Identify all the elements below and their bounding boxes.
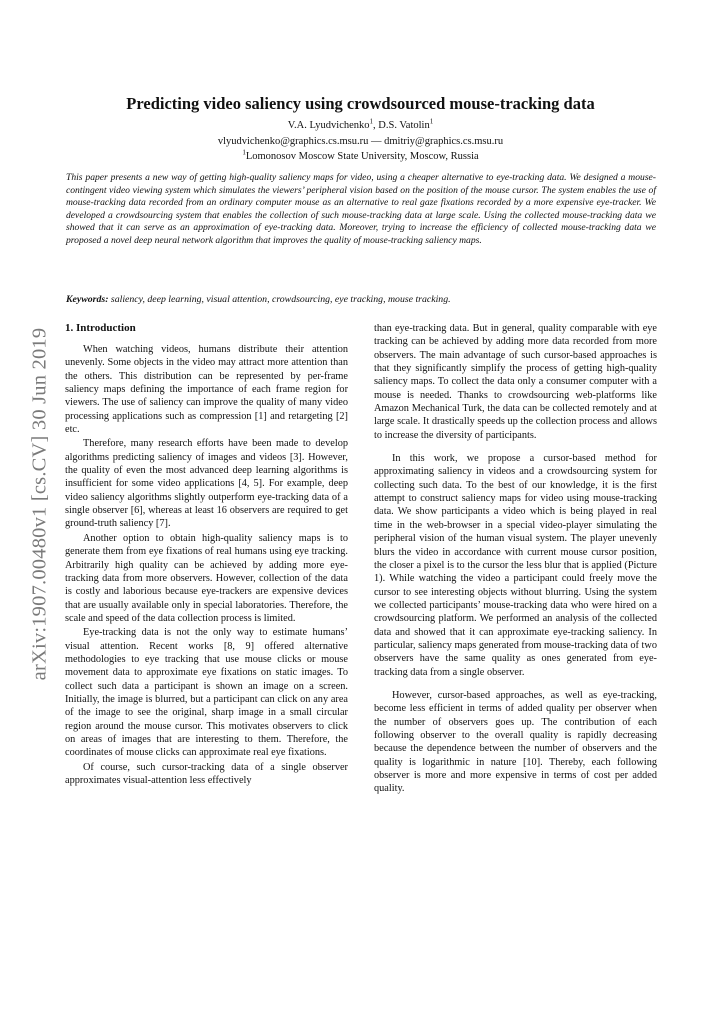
body-paragraph: However, cursor-based approaches, as well as eye-tracking, become less efficient in terms of added quality per observer when the number of observers goes up. The contribution of each following observer to the overall quality is rapidly decreasing because the dependence between the number of observers and the quality is logarithmic in nature [10]. Thereby, each following observer is more and more expensive in terms of cost per added quality.: [374, 689, 657, 795]
body-paragraph: When watching videos, humans distribute their attention unevenly. Some objects in the video may attract more attention than the others. This distribution can be represented by per-frame saliency maps defining the importance of each frame region for viewers. The use of saliency can improve the quality of many video processing applications such as compression [1] and retargeting [2] etc.: [65, 344, 348, 436]
keywords-label: Keywords:: [66, 294, 109, 305]
affiliation-marker: 1: [429, 117, 434, 126]
body-column-left: [65, 322, 348, 787]
body-paragraph: Therefore, many research efforts have been made to develop algorithms predicting saliency of images and videos [3]. However, the quality of even the most advanced deep learning algorithms is insufficient for some video applications [4, 5]. For example, deep video saliency algorithms slightly outperform eye-tracking data of a single observer [6], whereas at least 16 observers are required to get ground-truth saliency [7].: [65, 438, 348, 530]
author-name: V.A. Lyudvichenko: [287, 120, 370, 131]
keywords: [66, 294, 656, 305]
author-affiliation: [60, 148, 661, 162]
author-separator: ,: [373, 120, 379, 131]
abstract: This paper presents a new way of getting high-quality saliency maps for video, using a cheaper alternative to eye-tracking data. We designed a mouse-contingent video viewing system which simulates the viewers’ peripheral vision based on the position of the mouse cursor. The system enables the use of mouse-tracking data recorded from an ordinary computer mouse as an alternative to real gaze fixations recorded by a more expensive eye-tracker. We developed a crowdsourcing system that enables the collection of such mouse-tracking data at large scale. Using the collected mouse-tracking data we showed that it can serve as an approximation of eye-tracking data. Moreover, trying to increase the efficiency of collected mouse-tracking data we proposed a novel deep neural network algorithm that improves the quality of mouse-tracking saliency maps.: [66, 172, 656, 246]
body-paragraph: Another option to obtain high-quality saliency maps is to generate them from eye fixations of real humans using eye tracking. Arbitrarily high quality can be achieved by adding more eye-tracking data from more observers. However, collection of the data is costly and laborious because eye-trackers are expensive devices that are usually available only in special laboratories. Therefore, the scale and speed of the data collection process is limited.: [65, 532, 348, 624]
paper-title: Predicting video saliency using crowdsourced mouse-tracking data: [126, 94, 595, 113]
body-paragraph: than eye-tracking data. But in general, quality comparable with eye tracking can be achieved by adding more data recorded from more observers. The main advantage of such cursor-based approaches is that they significantly simplify the process of getting high-quality saliency maps. To collect the data only a consumer computer with a mouse is needed. Thanks to crowdsourcing web-platforms like Amazon Mechanical Turk, the data can be collected remotely and at large scale. It drastically speeds up the collection process and allows to increase the diversity of participants.: [374, 323, 657, 441]
arxiv-identifier: arXiv:1907.00480v1 [cs.CV] 30 Jun 2019: [28, 327, 51, 681]
affiliation-marker: 1: [242, 148, 246, 157]
section-heading: 1. Introduction: [65, 322, 136, 334]
author-emails: vlyudvichenko@graphics.cs.msu.ru — dmitriy@graphics.cs.msu.ru: [217, 136, 504, 147]
body-column-right: [374, 322, 657, 796]
affiliation-text: Lomonosov Moscow State University, Moscow, Russia: [245, 151, 479, 162]
body-paragraph: Of course, such cursor-tracking data of a single observer approximates visual-attention less effectively: [65, 761, 348, 786]
body-paragraph: Eye-tracking data is not the only way to estimate humans’ visual attention. Recent works [8, 9] offered alternative methodologies to eye tracking that use mouse clicks or mouse movement data to approximate eye fixations on static images. To collect such data a participant is shown an image on a screen. Initially, the image is blurred, but a participant can click on any area of the image to see the original, sharp image in a small circular region around the mouse cursor. This motivates observers to click on areas of images that are interesting to them. Therefore, the coordinates of mouse clicks can approximate real eye fixations.: [65, 627, 348, 759]
affiliation-marker: 1: [369, 117, 374, 126]
arxiv-sidebar: [22, 318, 58, 690]
body-paragraph: In this work, we propose a cursor-based method for approximating saliency in videos and a crowdsourcing system for collecting such data. To the best of our knowledge, it is the first attempt to construct saliency maps for video using mouse-tracking data. We show participants a video which is being played in real time in the web-browser in a special video-player simulating the peripheral vision of the human visual system. The player unevenly blurs the video in accordance with current mouse cursor position, the closer a pixel is to the cursor the less blur that is applied (Picture 1). While watching the video a participant could freely move the cursor to see interesting objects without blurring. Using the system we collected participants’ mouse-tracking data who were hired on a crowdsourcing platform. We performed an analysis of the collected data and showed that it can approximate eye-tracking saliency. In particular, saliency maps generated from mouse-tracking data of two observers have the same quality as ones generated from eye-tracking data from a single observer.: [374, 453, 657, 678]
author-name: D.S. Vatolin: [378, 120, 430, 131]
author-list: [60, 117, 661, 131]
keywords-list: saliency, deep learning, visual attention, crowdsourcing, eye tracking, mouse tracking.: [108, 294, 451, 305]
